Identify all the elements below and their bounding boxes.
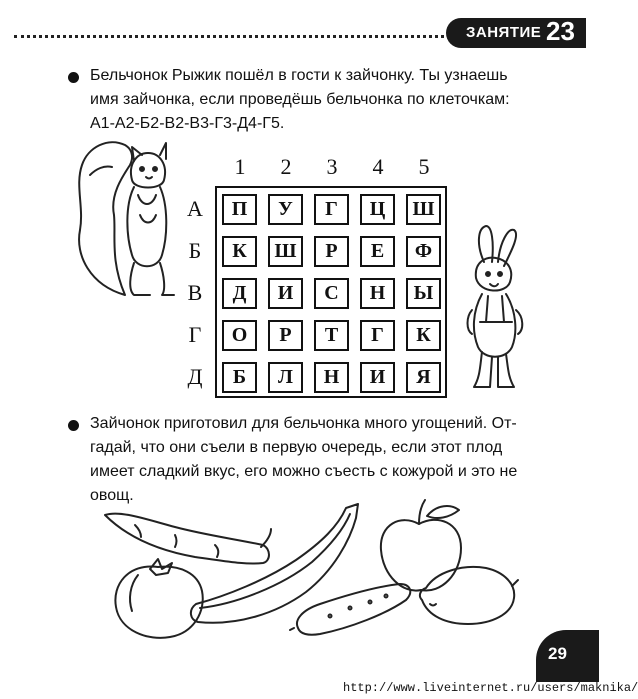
grid-cell: Н — [360, 278, 395, 309]
grid-cell: Л — [268, 362, 303, 393]
grid-cell: И — [268, 278, 303, 309]
grid-cell: Ы — [406, 278, 441, 309]
grid-cell: Ш — [268, 236, 303, 267]
grid-cell: Н — [314, 362, 349, 393]
grid-cell: У — [268, 194, 303, 225]
grid-cell: С — [314, 278, 349, 309]
header-dotted-line — [14, 35, 444, 38]
column-header: 1 — [234, 154, 246, 179]
grid-cell: П — [222, 194, 257, 225]
grid-cell: К — [222, 236, 257, 267]
letter-grid — [215, 186, 447, 398]
task2-line: имеет сладкий вкус, его можно съесть с кожурой и это не — [90, 463, 518, 480]
grid-cell: К — [406, 320, 441, 351]
grid-cell: Г — [314, 194, 349, 225]
task2-line: овощ. — [90, 487, 134, 504]
task1-line: А1-А2-Б2-В2-В3-Г3-Д4-Г5. — [90, 115, 285, 132]
grid-cell: Ш — [406, 194, 441, 225]
grid-cell: Р — [314, 236, 349, 267]
lesson-title: ЗАНЯТИЕ — [466, 24, 542, 41]
task1-line: имя зайчонка, если проведёшь бельчонка по клеточкам: — [90, 91, 510, 108]
task1-text — [90, 64, 510, 136]
grid-cell: Г — [360, 320, 395, 351]
grid-cell: Б — [222, 362, 257, 393]
page-number: 29 — [548, 644, 567, 663]
grid-cell: Я — [406, 362, 441, 393]
bullet-point — [68, 420, 79, 431]
column-header: 5 — [418, 154, 430, 179]
row-header: Г — [188, 322, 202, 347]
lesson-number: 23 — [546, 16, 575, 46]
grid-cell: О — [222, 320, 257, 351]
row-header: Б — [188, 238, 202, 263]
rabbit-icon — [462, 222, 532, 397]
row-header: А — [187, 196, 203, 221]
bullet-point — [68, 72, 79, 83]
grid-cell: И — [360, 362, 395, 393]
column-header: 3 — [326, 154, 338, 179]
row-header: В — [187, 280, 203, 305]
grid-cell: Е — [360, 236, 395, 267]
grid-cell: Д — [222, 278, 257, 309]
column-header: 4 — [372, 154, 384, 179]
grid-cell: Ц — [360, 194, 395, 225]
task2-line: гадай, что они съели в первую очередь, если этот плод — [90, 439, 503, 456]
grid-cell: Т — [314, 320, 349, 351]
task1-line: Бельчонок Рыжик пошёл в гости к зайчонку. Ты узнаешь — [90, 67, 508, 84]
grid-cell: Ф — [406, 236, 441, 267]
page-corner-badge — [536, 630, 599, 682]
grid-cell: Р — [268, 320, 303, 351]
task2-text — [90, 412, 517, 508]
column-header: 2 — [280, 154, 292, 179]
source-url[interactable]: http://www.liveinternet.ru/users/maknika/ — [343, 681, 638, 695]
squirrel-icon — [70, 135, 180, 310]
task2-line: Зайчонок приготовил для бельчонка много угощений. От- — [90, 415, 517, 432]
lemon-icon — [412, 560, 522, 630]
row-header: Д — [187, 364, 203, 389]
